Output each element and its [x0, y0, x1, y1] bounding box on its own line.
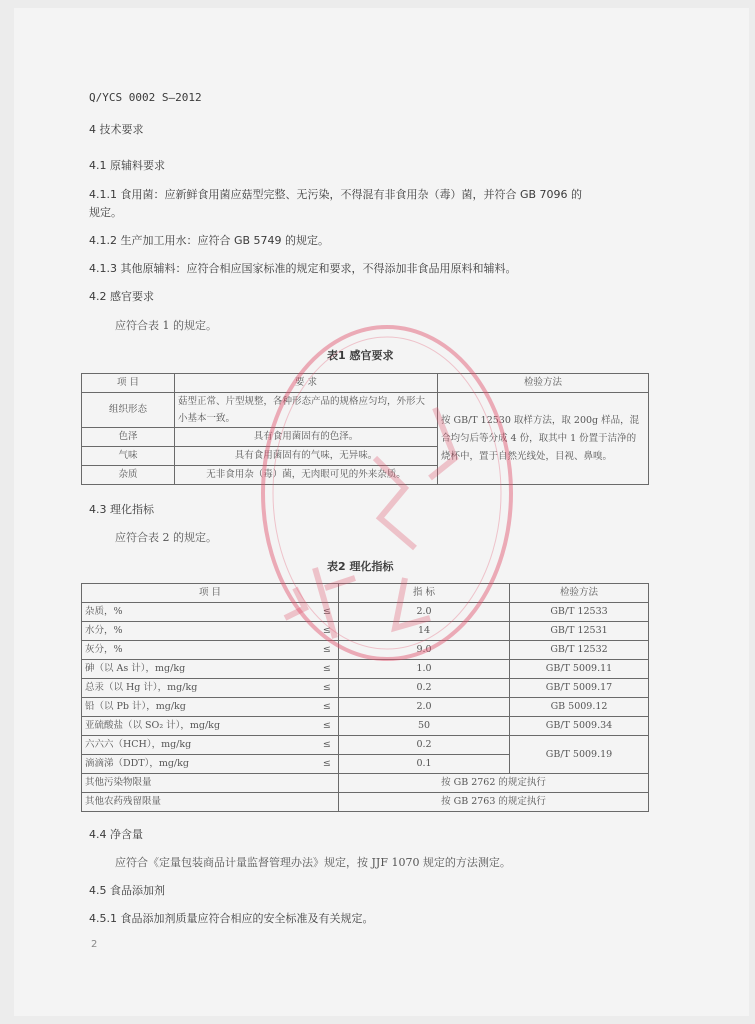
table2-cell-value: 1.0: [339, 660, 510, 679]
table-row: [82, 774, 649, 793]
table2-cell-item: 亚硫酸盐（以 SO₂ 计），mg/kg: [82, 717, 316, 736]
section-4-1-1-line1: 4.1.1 食用菌：应新鲜食用菌应菇型完整、无污染，不得混有非食用杂（毒）菌，并符合 GB 7096 的: [89, 188, 583, 201]
section-4-2-body: 应符合表 1 的规定。: [115, 319, 217, 332]
table2-cell-value: 50: [339, 717, 510, 736]
table2-header-value: 指 标: [339, 584, 510, 603]
table2-cell-item: 总汞（以 Hg 计），mg/kg: [82, 679, 316, 698]
section-4-3-body: 应符合表 2 的规定。: [115, 531, 217, 544]
table2-cell-value: 2.0: [339, 698, 510, 717]
section-4-1-2: 4.1.2 生产加工用水：应符合 GB 5749 的规定。: [89, 234, 330, 247]
table2-cell-item: 砷（以 As 计），mg/kg: [82, 660, 316, 679]
table2-cell-value: 0.1: [339, 755, 510, 774]
table2-cell-op: ≤: [316, 717, 339, 736]
table1-cell-req: 无非食用杂（毒）菌，无肉眼可见的外来杂质。: [175, 466, 438, 485]
table2-cell-value: 0.2: [339, 736, 510, 755]
table-row: [82, 717, 649, 736]
table2-cell-value: 9.0: [339, 641, 510, 660]
table-row: [82, 736, 649, 755]
table2-cell-op: ≤: [316, 755, 339, 774]
section-4-1-heading: 4.1 原辅料要求: [89, 159, 165, 172]
table2-cell-method: GB/T 12533: [510, 603, 649, 622]
table2-header-method: 检验方法: [510, 584, 649, 603]
section-4-heading: 4 技术要求: [89, 123, 144, 136]
table1-cell-item: 色泽: [82, 428, 175, 447]
official-stamp-seal: [255, 318, 519, 668]
doc-code: Q/YCS 0002 S—2012: [89, 91, 202, 104]
table2-cell-item: 铅（以 Pb 计），mg/kg: [82, 698, 316, 717]
section-4-4-body: 应符合《定量包装商品计量监督管理办法》规定，按 JJF 1070 规定的方法测定。: [115, 856, 511, 869]
table2-cell-op: ≤: [316, 698, 339, 717]
table2-cell-method: GB/T 5009.17: [510, 679, 649, 698]
section-4-3-heading: 4.3 理化指标: [89, 503, 154, 516]
table-row: [82, 793, 649, 812]
table1-cell-item: 组织形态: [82, 393, 175, 428]
table2-cell-method: GB/T 12531: [510, 622, 649, 641]
table2-cell-op: ≤: [316, 679, 339, 698]
table2-cell-item: 其他污染物限量: [82, 774, 339, 793]
table2-cell-value: 按 GB 2762 的规定执行: [339, 774, 649, 793]
table2-cell-method: GB 5009.12: [510, 698, 649, 717]
section-4-2-heading: 4.2 感官要求: [89, 290, 154, 303]
table1-cell-req: 具有食用菌固有的色泽。: [175, 428, 438, 447]
table2-cell-item: 滴滴涕（DDT），mg/kg: [82, 755, 316, 774]
table2-cell-value: 14: [339, 622, 510, 641]
table2-cell-value: 2.0: [339, 603, 510, 622]
table-row: [82, 679, 649, 698]
table2-cell-item: 水分，%: [82, 622, 316, 641]
table1-cell-item: 气味: [82, 447, 175, 466]
table1-header-item: 项 目: [82, 374, 175, 393]
table-row: [82, 698, 649, 717]
table2-cell-item: 六六六（HCH），mg/kg: [82, 736, 316, 755]
table1-cell-req: 菇型正常、片型规整，各种形态产品的规格应匀均，外形大小基本一致。: [175, 393, 438, 428]
table2-cell-op: ≤: [316, 622, 339, 641]
table1-cell-item: 杂质: [82, 466, 175, 485]
section-4-1-1-line2: 规定。: [89, 206, 122, 219]
section-4-5-heading: 4.5 食品添加剂: [89, 884, 165, 897]
table1-caption: 表1 感官要求: [327, 349, 394, 362]
table2-caption: 表2 理化指标: [327, 560, 394, 573]
table2-cell-value: 0.2: [339, 679, 510, 698]
table2-cell-method: GB/T 5009.19: [510, 736, 649, 774]
section-4-1-3: 4.1.3 其他原辅料：应符合相应国家标准的规定和要求，不得添加非食品用原料和辅料。: [89, 262, 517, 275]
section-4-5-1: 4.5.1 食品添加剂质量应符合相应的安全标准及有关规定。: [89, 912, 374, 925]
table2-cell-op: ≤: [316, 603, 339, 622]
table2-cell-item: 灰分，%: [82, 641, 316, 660]
table2-header-item: 项 目: [82, 584, 339, 603]
table2-cell-op: ≤: [316, 736, 339, 755]
table2-cell-op: ≤: [316, 641, 339, 660]
table2-cell-method: GB/T 5009.11: [510, 660, 649, 679]
table2-cell-item: 杂质，%: [82, 603, 316, 622]
table2-cell-op: ≤: [316, 660, 339, 679]
table2-cell-value: 按 GB 2763 的规定执行: [339, 793, 649, 812]
table1-header-req: 要 求: [175, 374, 438, 393]
section-4-4-heading: 4.4 净含量: [89, 828, 143, 841]
table2-cell-method: GB/T 12532: [510, 641, 649, 660]
page-number: 2: [91, 939, 98, 950]
table2-cell-item: 其他农药残留限量: [82, 793, 339, 812]
table1-cell-req: 具有食用菌固有的气味，无异味。: [175, 447, 438, 466]
table1-cell-method: 按 GB/T 12530 取样方法，取 200g 样品，混合均匀后等分成 4 份，取其中 1 份置于洁净的烧杯中，置于自然光线处，目视、鼻嗅。: [438, 393, 649, 485]
table2-cell-method: GB/T 5009.34: [510, 717, 649, 736]
table1-header-method: 检验方法: [438, 374, 649, 393]
